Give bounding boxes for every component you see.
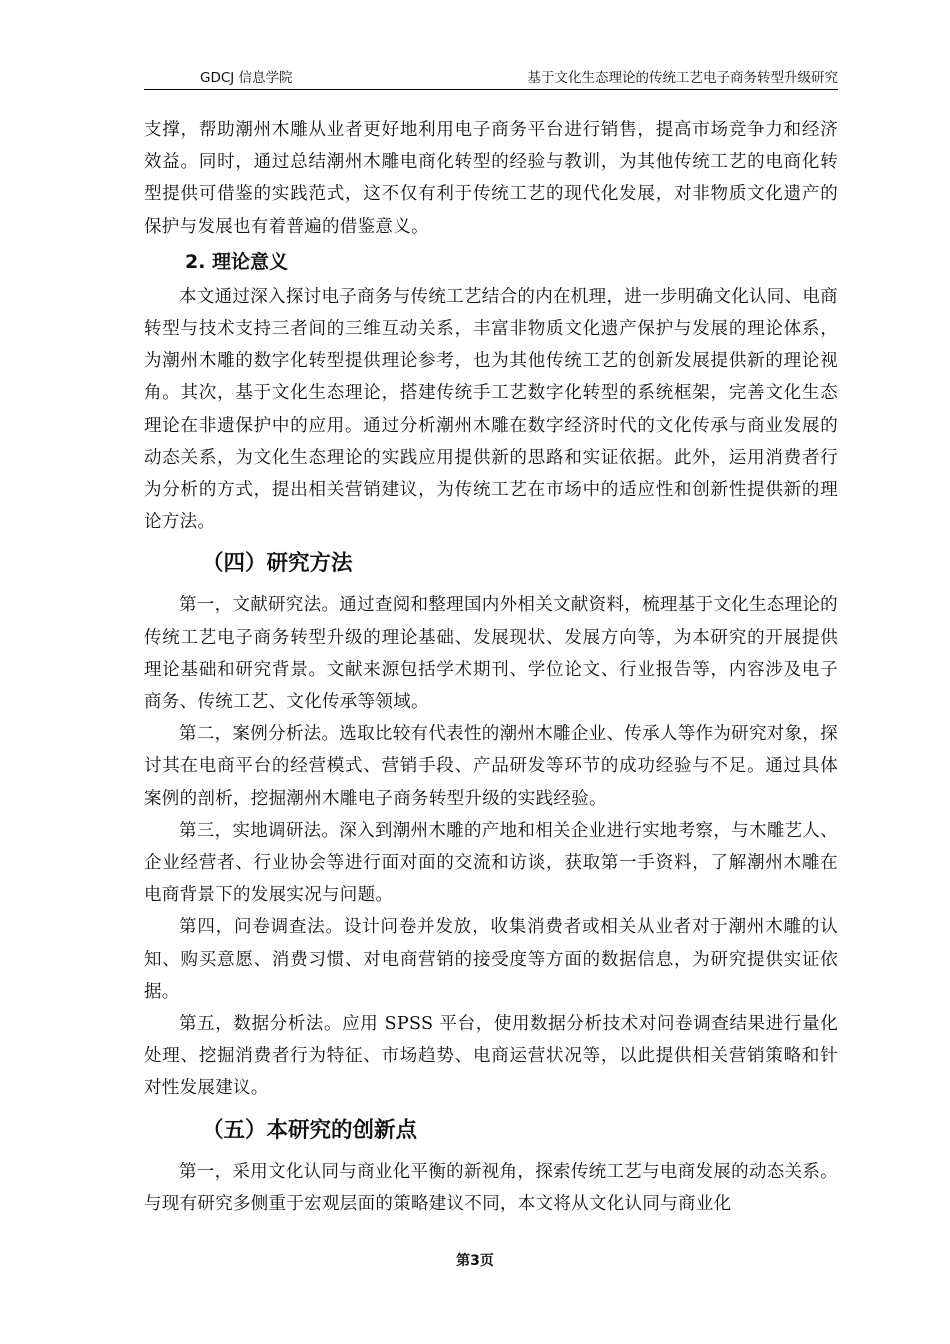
heading-innovations: （五）本研究的创新点 <box>202 1117 418 1143</box>
paragraph-continued: 支撑，帮助潮州木雕从业者更好地利用电子商务平台进行销售，提高市场竞争力和经济效益。同时，通过总结潮州木雕电商化转型的经验与教训，为其他传统工艺的电商化转型提供可借鉴的实践范式，这不仅有利于传统工艺的现代化发展，对非物质文化遗产的保护与发展也有着普遍的借鉴意义。 <box>144 120 838 237</box>
paragraph-method-questionnaire: 第四，问卷调查法。设计问卷并发放，收集消费者或相关从业者对于潮州木雕的认知、购买意愿、消费习惯、对电商营销的接受度等方面的数据信息，为研究提供实证依据。 <box>144 917 838 1002</box>
heading-research-methods: （四）研究方法 <box>202 551 353 577</box>
paragraph-method-field-research: 第三，实地调研法。深入到潮州木雕的产地和相关企业进行实地考察，与木雕艺人、企业经营者、行业协会等进行面对面的交流和访谈，获取第一手资料，了解潮州木雕在电商背景下的发展实况与问题。 <box>144 820 838 906</box>
paragraph-innovation-first: 第一，采用文化认同与商业化平衡的新视角，探索传统工艺与电商发展的动态关系。与现有研究多侧重于宏观层面的策略建议不同，本文将从文化认同与商业化 <box>144 1161 838 1214</box>
paragraph-method-literature: 第一，文献研究法。通过查阅和整理国内外相关文献资料，梳理基于文化生态理论的传统工艺电子商务转型升级的理论基础、发展现状、发展方向等，为本研究的开展提供理论基础和研究背景。文献来源包括学术期刊、学位论文、行业报告等，内容涉及电子商务、传统工艺、文化传承等领域。 <box>144 595 838 713</box>
header-school: GDCJ 信息学院 <box>200 70 293 86</box>
paragraph-theoretical-significance: 本文通过深入探讨电子商务与传统工艺结合的内在机理，进一步明确文化认同、电商转型与技术支持三者间的三维互动关系，丰富非物质文化遗产保护与发展的理论体系，为潮州木雕的数字化转型提供理论参考，也为其他传统工艺的创新发展提供新的理论视角。其次，基于文化生态理论，搭建传统手工艺数字化转型的系统框架，完善文化生态理论在非遗保护中的应用。通过分析潮州木雕在数字经济时代的文化传承与商业发展的动态关系，为文化生态理论的实践应用提供新的思路和实证依据。此外，运用消费者行为分析的方式，提出相关营销建议，为传统工艺在市场中的适应性和创新性提供新的理论方法。 <box>144 286 838 533</box>
paragraph-method-data-analysis: 第五，数据分析法。应用 SPSS 平台，使用数据分析技术对问卷调查结果进行量化处理、挖掘消费者行为特征、市场趋势、电商运营状况等，以此提供相关营销策略和针对性发展建议。 <box>144 1014 838 1099</box>
body-content <box>144 114 838 1220</box>
header-divider <box>144 89 838 90</box>
paragraph-method-case-study: 第二，案例分析法。选取比较有代表性的潮州木雕企业、传承人等作为研究对象，探讨其在电商平台的经营模式、营销手段、产品研发等环节的成功经验与不足。通过具体案例的剖析，挖掘潮州木雕电子商务转型升级的实践经验。 <box>144 724 838 809</box>
running-header <box>144 66 838 86</box>
heading-theoretical-significance: 2. 理论意义 <box>185 250 289 273</box>
header-title: 基于文化生态理论的传统工艺电子商务转型升级研究 <box>527 70 838 86</box>
page-number: 第3页 <box>456 1253 494 1269</box>
